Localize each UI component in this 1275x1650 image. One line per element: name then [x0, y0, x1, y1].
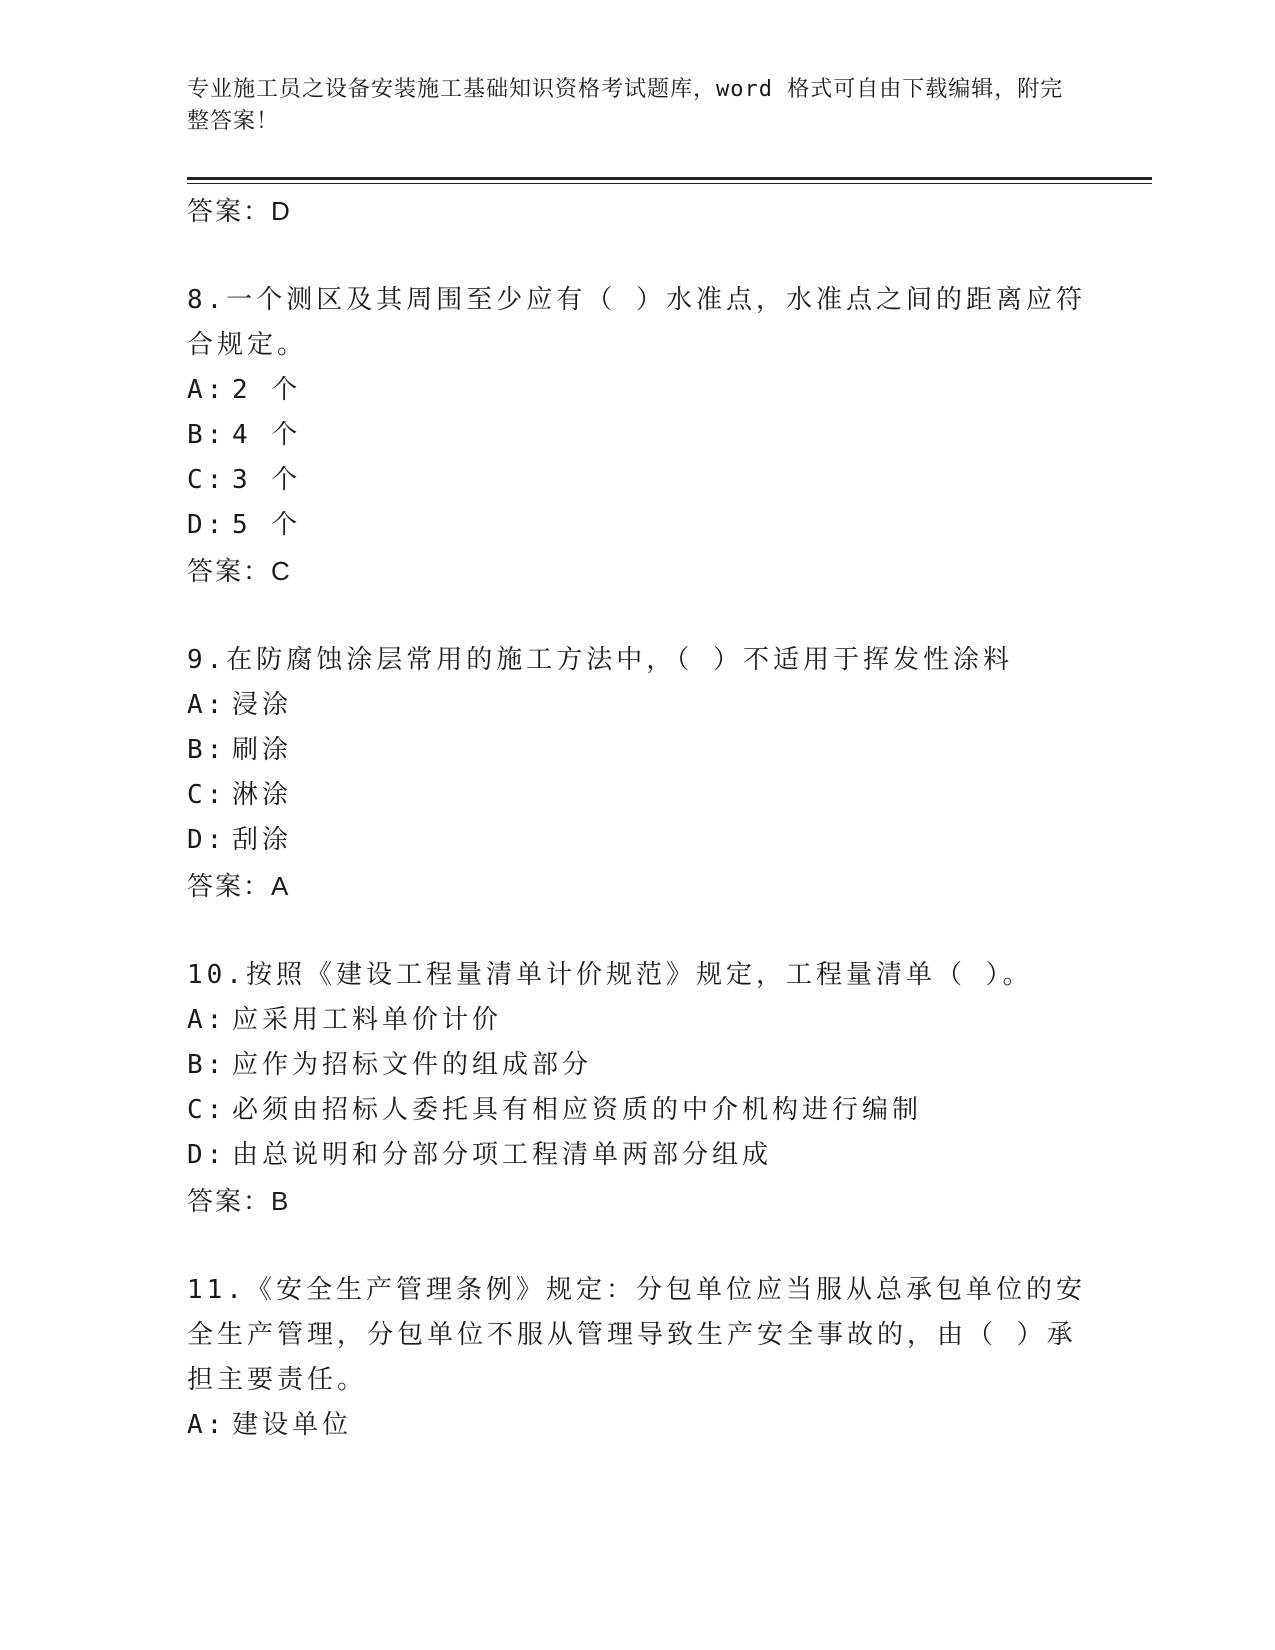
option-text: 应作为招标文件的组成部分 [232, 1050, 593, 1080]
option-b [187, 413, 1087, 458]
answer-line: 答案：A [187, 871, 291, 901]
option-text: 由总说明和分部分项工程清单两部分组成 [232, 1140, 773, 1170]
question-text: 8.一个测区及其周围至少应有（ ）水准点，水准点之间的距离应符合规定。 [187, 285, 1086, 360]
question-list [187, 188, 1087, 1448]
spacer [187, 1224, 1087, 1268]
option-a [187, 1403, 1087, 1448]
header-divider-thin [187, 183, 1152, 184]
option-letter: B: [187, 1050, 227, 1080]
option-text: 3 个 [232, 465, 302, 495]
option-d [187, 818, 1087, 863]
option-d [187, 1133, 1087, 1178]
header-note: 专业施工员之设备安装施工基础知识资格考试题库，word 格式可自由下载编辑，附完整答案！ [187, 77, 1064, 134]
option-letter: A: [187, 375, 227, 405]
header-divider-thick [187, 177, 1152, 180]
question-item [187, 953, 1087, 1224]
option-a [187, 683, 1087, 728]
option-letter: B: [187, 420, 227, 450]
option-letter: D: [187, 510, 227, 540]
question-item [187, 278, 1087, 594]
option-letter: A: [187, 1005, 227, 1035]
question-item [187, 638, 1087, 909]
spacer [187, 909, 1087, 953]
option-letter: D: [187, 825, 227, 855]
spacer [187, 594, 1087, 638]
option-a [187, 998, 1087, 1043]
question-text: 10.按照《建设工程量清单计价规范》规定，工程量清单（ ）。 [187, 960, 1033, 990]
option-letter: B: [187, 735, 227, 765]
answer-line: 答案：C [187, 556, 292, 586]
spacer [187, 234, 1087, 278]
option-text: 4 个 [232, 420, 302, 450]
option-text: 必须由招标人委托具有相应资质的中介机构进行编制 [232, 1095, 923, 1125]
option-text: 5 个 [232, 510, 302, 540]
option-c [187, 458, 1087, 503]
option-letter: D: [187, 1140, 227, 1170]
option-c [187, 1088, 1087, 1133]
option-text: 2 个 [232, 375, 302, 405]
question-item [187, 1268, 1087, 1448]
option-letter: C: [187, 780, 227, 810]
option-text: 淋涂 [232, 780, 293, 810]
answer-line: 答案：B [187, 1186, 291, 1216]
answer-line: 答案：D [187, 196, 292, 226]
option-b [187, 728, 1087, 773]
question-text: 11.《安全生产管理条例》规定：分包单位应当服从总承包单位的安全生产管理，分包单位不服从管理导致生产安全事故的，由（ ）承担主要责任。 [187, 1275, 1086, 1395]
question-text: 9.在防腐蚀涂层常用的施工方法中，（ ）不适用于挥发性涂料 [187, 645, 1013, 675]
option-text: 浸涂 [232, 690, 293, 720]
option-text: 建设单位 [232, 1410, 353, 1440]
option-text: 刮涂 [232, 825, 293, 855]
option-letter: A: [187, 1410, 227, 1440]
option-a [187, 368, 1087, 413]
option-text: 刷涂 [232, 735, 293, 765]
option-d [187, 503, 1087, 548]
option-b [187, 1043, 1087, 1088]
option-text: 应采用工料单价计价 [232, 1005, 503, 1035]
option-letter: C: [187, 465, 227, 495]
option-letter: C: [187, 1095, 227, 1125]
option-letter: A: [187, 690, 227, 720]
option-c [187, 773, 1087, 818]
